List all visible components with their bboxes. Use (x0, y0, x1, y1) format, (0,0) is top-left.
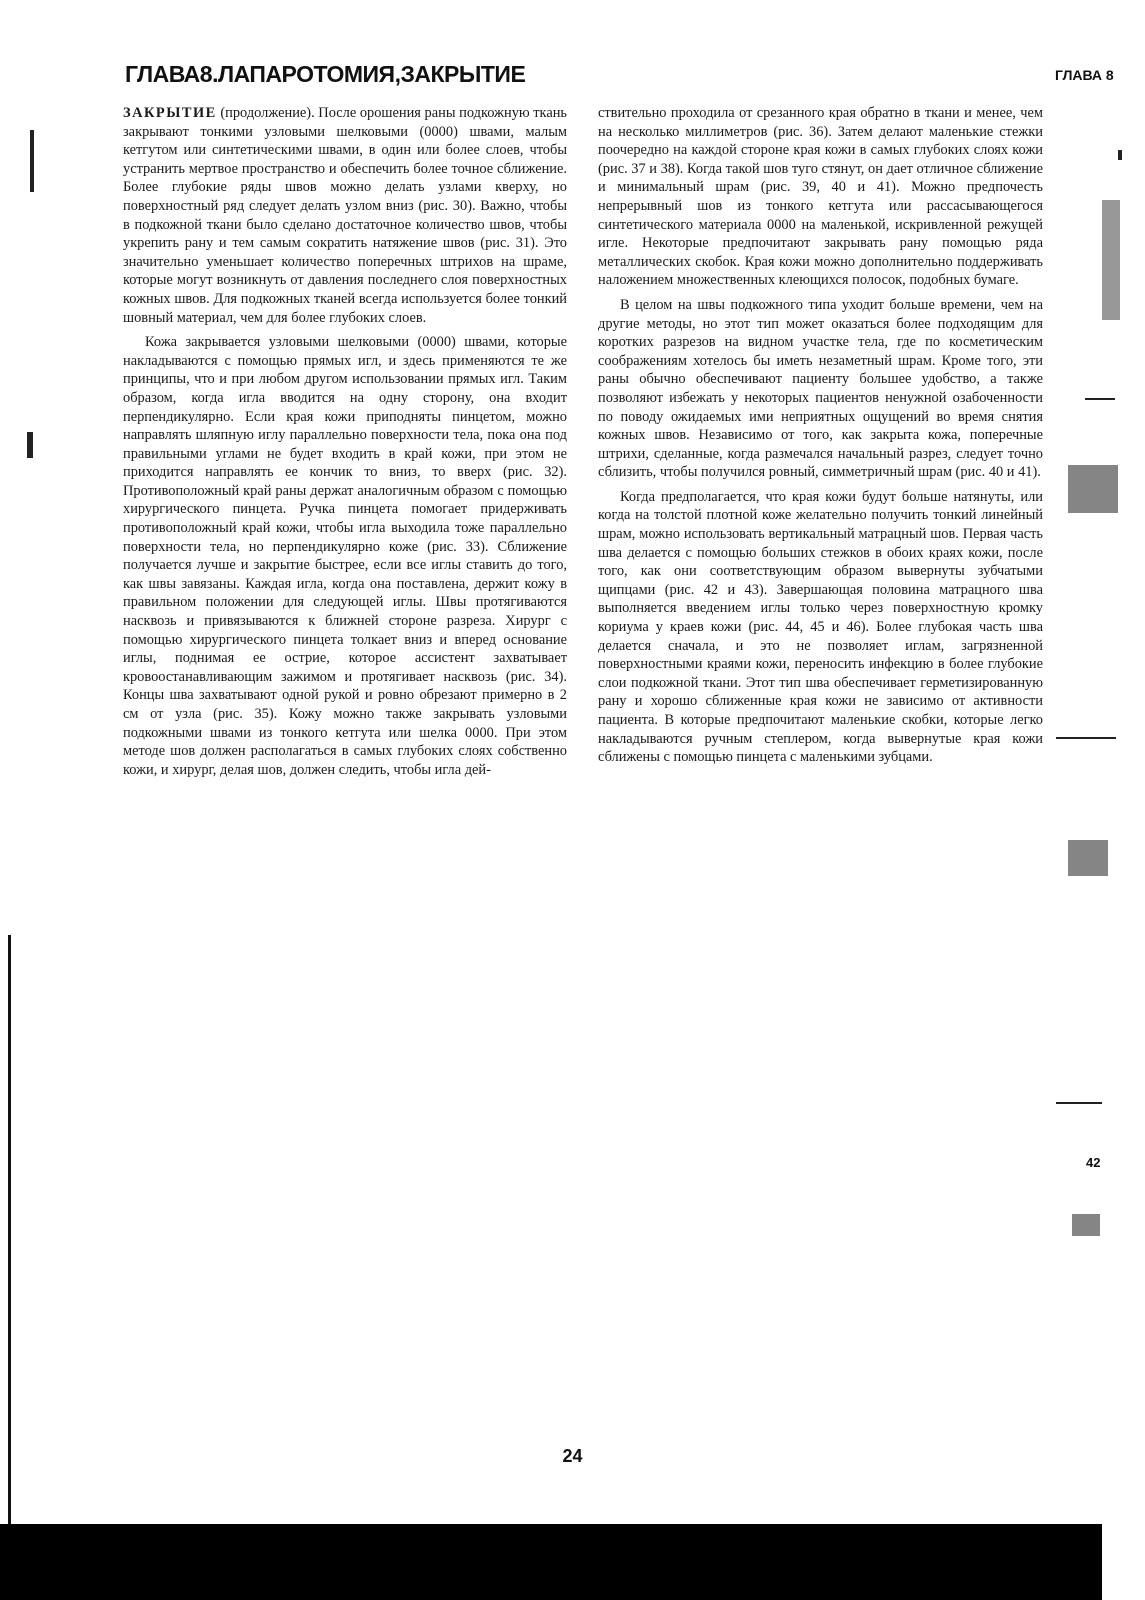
page-number: 24 (562, 1446, 583, 1466)
running-head: ГЛАВА 8 (1055, 67, 1114, 83)
scan-bleed-right-1 (1118, 150, 1122, 160)
scan-bleed-right-7 (1056, 1102, 1102, 1104)
left-paragraph-1 (123, 104, 567, 327)
scan-bleed-right-6 (1068, 840, 1108, 876)
scan-bleed-right-2 (1102, 200, 1120, 320)
left-column (123, 104, 567, 785)
right-column (598, 104, 1043, 773)
scan-bleed-right-8 (1072, 1214, 1100, 1236)
left-paragraph-2: Кожа закрывается узловыми шелковыми (0000) швами, которые накладываются с помощью прямых игл, и здесь применяются те же принципы, что и при любом другом использовании прямых игл. Таким образом, когда игла вводится на одну сторону, она входит перпендикулярно. Если края кожи приподняты пинцетом, можно направлять шляпную иглу параллельно поверхности тела, пока она под правильными углами не будет входить в край кожи, при этом не приходится направлять ее кончик то вниз, то вверх (рис. 32). Противоположный край раны держат аналогичным образом с помощью хирургического пинцета. Ручка пинцета помогает придерживать противоположный край кожи, чтобы игла выходила тоже параллельно поверхности тела, но перпендикулярно коже (рис. 33). Сближение получается лучше и закрытие быстрее, если все иглы ставить до того, как швы завязаны. Каждая игла, когда она поставлена, держит кожу в правильном положении для следующей иглы. Швы протягиваются насквозь и привязываются к ближней стороне разреза. Хирург с помощью хирургического пинцета толкает вниз и вперед основание иглы, поднимая ее острие, которое ассистент захватывает кровоостанавливающим зажимом и протягивает насквозь (рис. 34). Концы шва захватывают одной рукой и ровно обрезают примерно в 2 см от узла (рис. 35). Кожу можно также закрывать узловыми подкожными швами из тонкого кетгута или шелка 0000. При этом методе шов должен располагаться в самых глубоких слоях собственно кожи, и хирург, делая шов, должен следить, чтобы игла дей- (123, 334, 567, 778)
left-paragraph-1-text: (продолжение). После орошения раны подкожную ткань закрывают тонкими узловыми шелковыми (0000) швами, малым кетгутом или синтетическими швами, в один или более слоев, чтобы устранить мертвое пространство и обеспечить более точное сближение. Более глубокие ряды швов можно делать узлами кверху, но поверхностный ряд следует делать узлом вниз (рис. 30). Важно, чтобы в подкожной ткани было сделано достаточное количество швов, чтобы укрепить рану и тем самым сократить натяжение швов (рис. 31). Это значительно уменьшает количество поперечных штрихов на шраме, которые могут возникнуть от давления последнего слоя поверхностных кожных швов. Для подкожных тканей всегда используется более тонкий шовный материал, чем для более глубоких слоев. (123, 105, 567, 326)
section-lead: ЗАКРЫТИЕ (123, 105, 217, 121)
right-paragraph-2: В целом на швы подкожного типа уходит больше времени, чем на другие методы, но этот тип может оказаться более подходящим для коротких разрезов на видном участке тела, где по косметическим соображениям хотелось бы иметь незаметный шрам. Кроме того, эти раны обычно обеспечивают пациенту большее удобство, а также позволяют избежать у некоторых пациентов ненужной озабоченности по поводу ожидаемых ими неприятных ощущений во время снятия кожных швов. Независимо от того, как закрыта кожа, поперечные штрихи, сделанные, когда размечался начальный разрез, следует точно сблизить, чтобы получился ровный, симметричный шрам (рис. 40 и 41). (598, 296, 1043, 481)
chapter-title: ГЛАВА8.ЛАПАРОТОМИЯ,ЗАКРЫТИЕ (125, 61, 526, 87)
scan-bleed-right-3 (1085, 398, 1115, 400)
scan-mark-left-top (30, 130, 34, 192)
right-paragraph-3: Когда предполагается, что края кожи будут больше натянуты, или когда на толстой плотной коже желательно получить тонкий линейный шрам, можно использовать вертикальный матрацный шов. Первая часть шва делается с помощью больших стежков в обоих краях кожи, после того, как они соответствующим образом вывернуты зубчатыми щипцами (рис. 42 и 43). Завершающая половина матрацного шва выполняется введением иглы только через поверхностную кромку кориума у краев кожи (рис. 44, 45 и 46). Более глубокая часть шва делается сначала, и это не позволяет иглам, загрязненной поверхностными краями кожи, переносить инфекцию в более глубокие слои подкожной ткани. Этот тип шва обеспечивает герметизированную рану и хорошо сближенные края кожи не зависимо от активности пациента. В которые предпочитают маленькие скобки, которые легко накладываются ручным степлером, когда вывернутые края кожи сближены с помощью пинцета с маленькими зубцами. (598, 488, 1043, 766)
right-paragraph-1: ствительно проходила от срезанного края обратно в ткани и менее, чем на несколько миллиметров (рис. 36). Затем делают маленькие стежки поочередно на каждой стороне края кожи в самых глубоких слоях кожи (рис. 37 и 38). Когда такой шов туго стянут, он дает отличное сближение и минимальный шрам (рис. 39, 40 и 41). Можно предпочесть непрерывный шов из тонкого кетгута или рассасывающегося синтетического материала 0000 на маленькой, искривленной режущей игле. Некоторые предпочитают закрывать рану помощью ряда металлических скобок. Края кожи можно дополнительно поддерживать наложением множественных клеющихся полосок, подобных бумаге. (598, 105, 1043, 289)
scan-bottom-border (0, 1524, 1102, 1600)
adjacent-page-fragment-number: 42 (1086, 1155, 1101, 1170)
scan-edge-line (8, 935, 11, 1600)
scan-bleed-right-4 (1068, 465, 1118, 513)
scan-bleed-right-5 (1056, 737, 1116, 739)
scan-mark-left-mid (27, 432, 33, 458)
